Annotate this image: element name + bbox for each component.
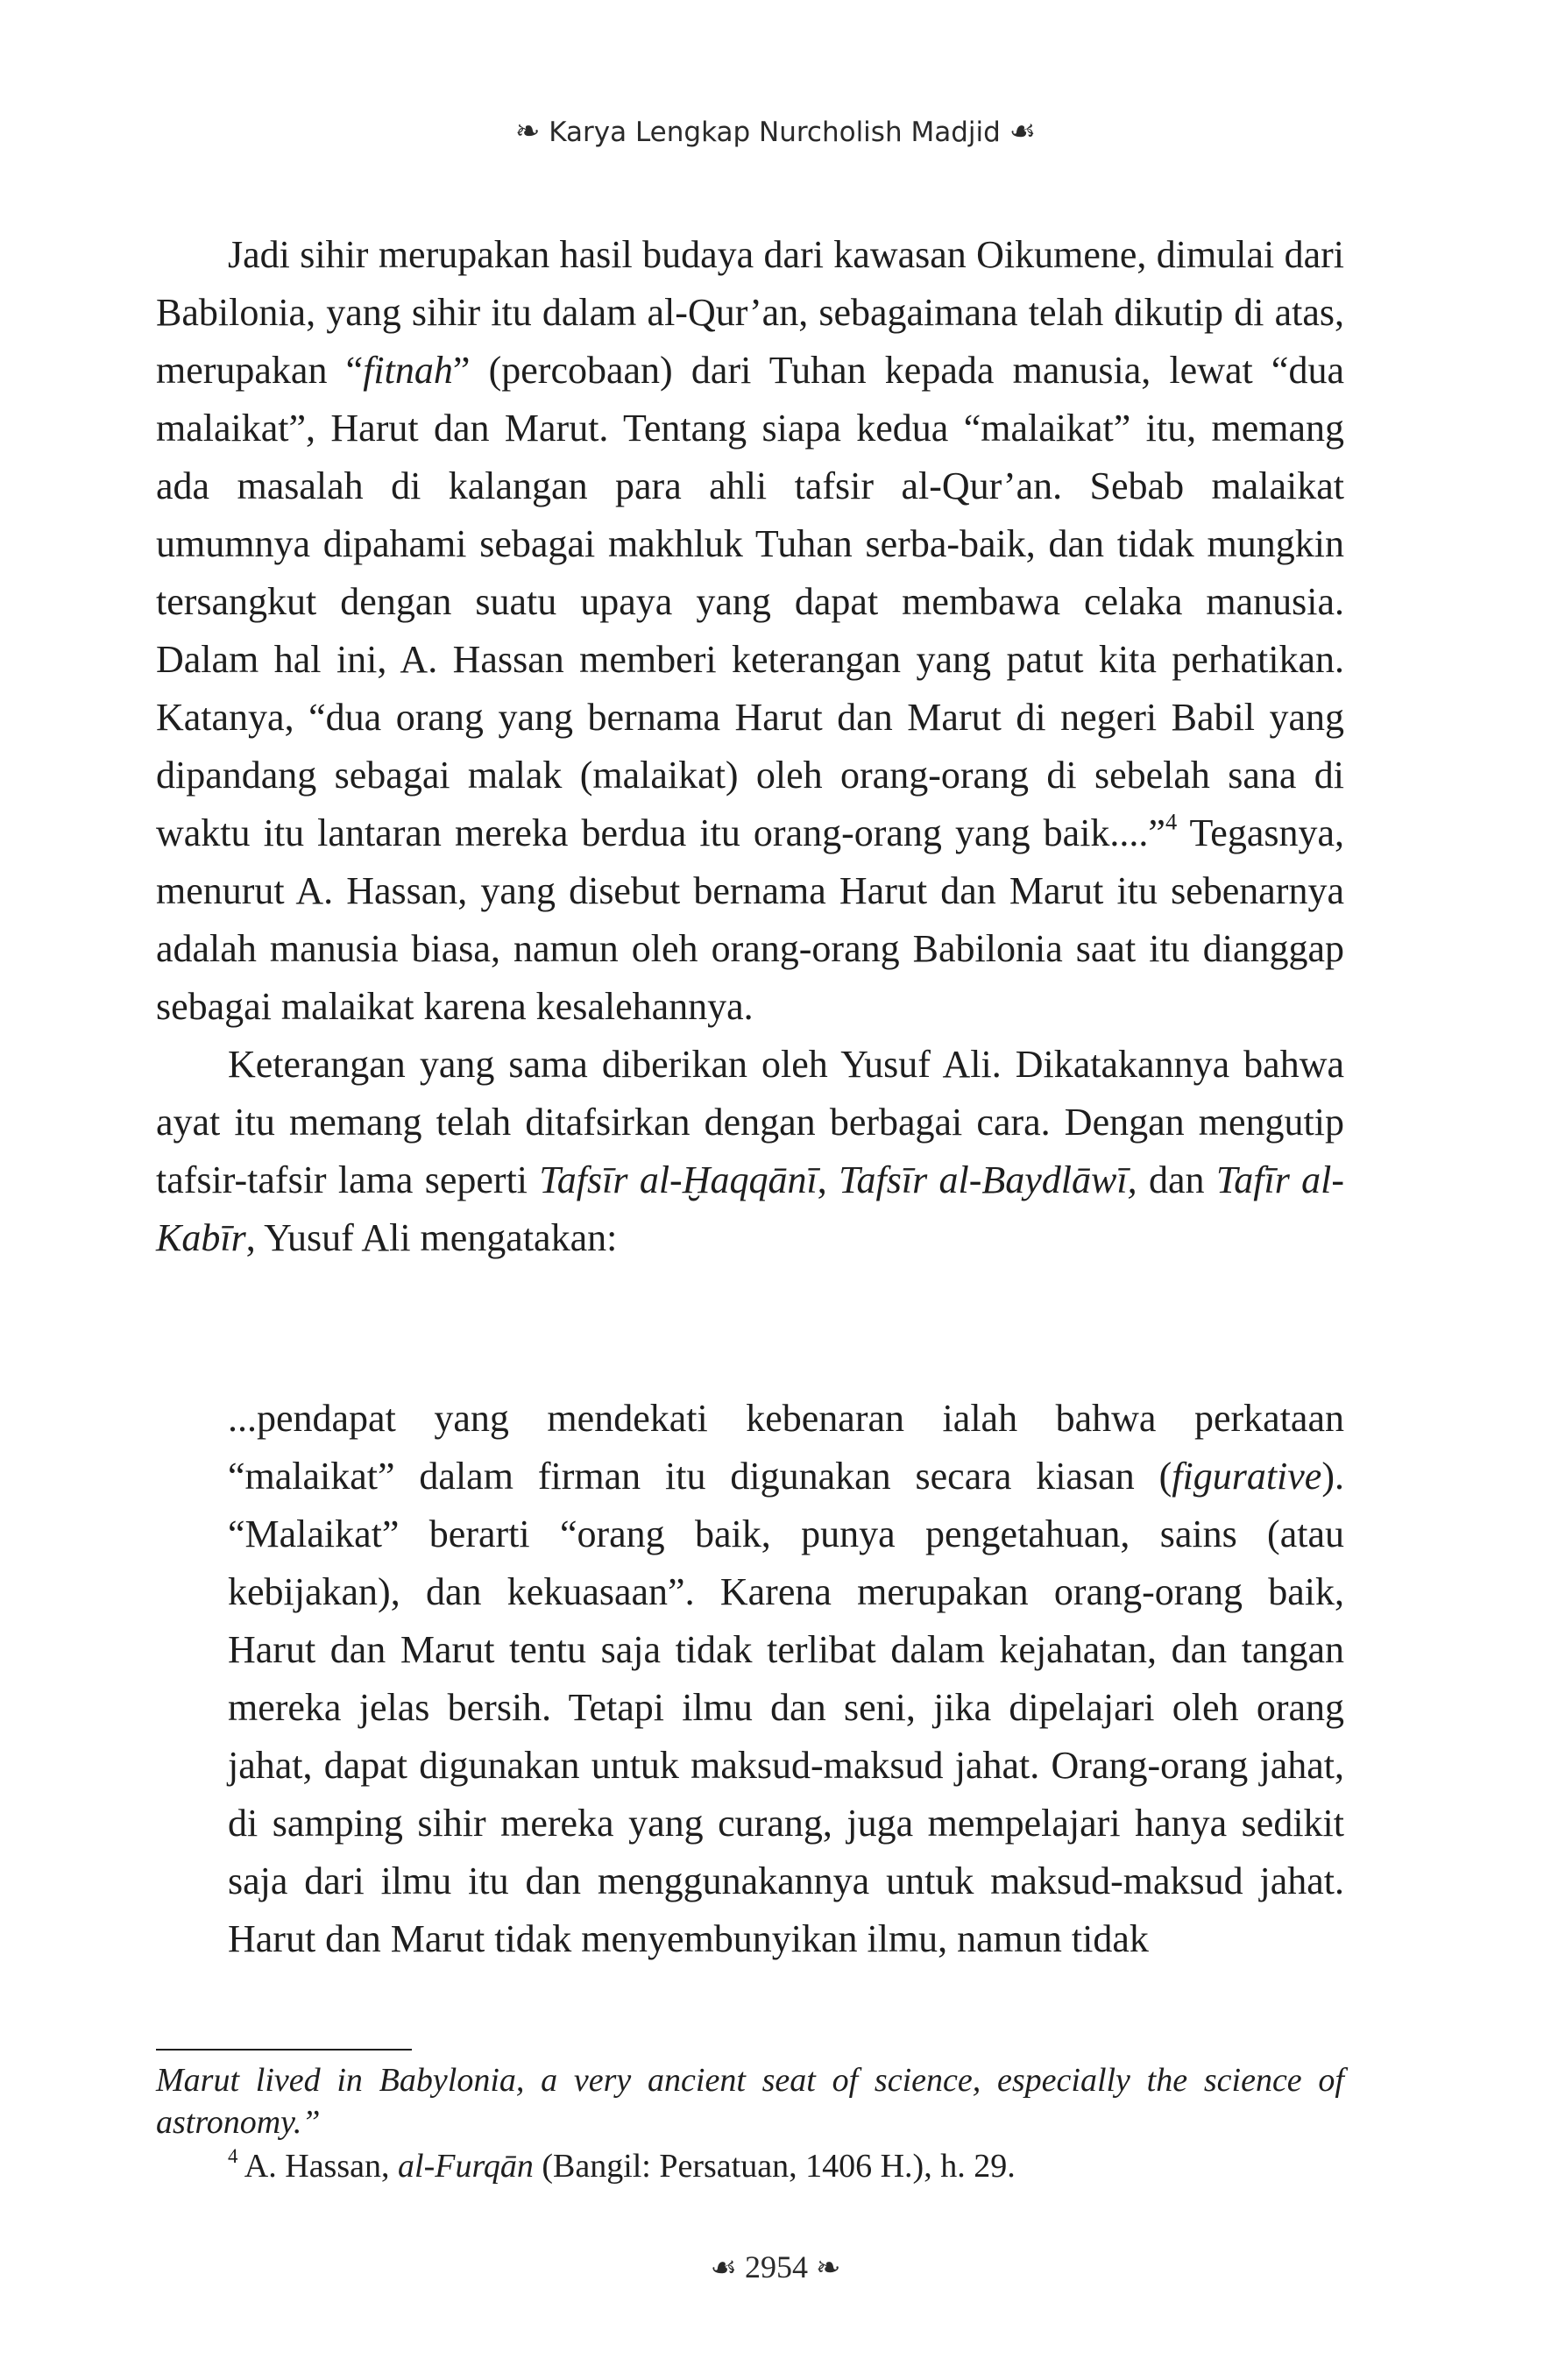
term-fitnah: fitnah xyxy=(363,349,453,392)
footnote-continuation: Marut lived in Babylonia, a very ancient seat of science, especially the science of astronomy.” xyxy=(156,2062,1344,2141)
title-tafsir-haqqani: Tafsīr al-Ḫaqqānī xyxy=(539,1158,818,1201)
paragraph-2-text-b: , xyxy=(817,1158,839,1201)
page-number: 2954 xyxy=(744,2249,808,2284)
footnotes xyxy=(156,2059,1344,2187)
page-footer xyxy=(0,2249,1551,2285)
fleuron-left-icon: ❧ xyxy=(514,114,541,149)
paragraph-2-text-c: dan xyxy=(1137,1158,1216,1201)
title-tafsir-baydlawi: Tafsīr al-Baydlāwī, xyxy=(839,1158,1137,1201)
footnote-4-title: al-Furqān xyxy=(398,2148,534,2185)
quote-text-a: ...pendapat yang mendekati kebenaran ialah bahwa perkataan “malaikat” dalam firman itu digunakan secara kiasan ( xyxy=(228,1397,1344,1498)
paragraph-2-text-a: Keterangan yang sama diberikan oleh Yusuf Ali. Dikatakannya bahwa ayat itu memang telah ditafsirkan dengan berbagai cara. Dengan mengutip tafsir-tafsir lama seperti xyxy=(156,1043,1344,1201)
footnote-separator xyxy=(156,2049,412,2051)
title-tafir-kabir: Tafīr al-Kabīr xyxy=(156,1158,1345,1259)
block-quote xyxy=(228,1390,1344,1968)
fleuron-right-icon: ❧ xyxy=(815,2252,841,2284)
footnote-4-number: 4 xyxy=(228,2145,238,2168)
paragraph-2 xyxy=(156,1036,1344,1267)
main-text xyxy=(156,226,1344,1267)
book-title: Karya Lengkap Nurcholish Madjid xyxy=(549,117,1001,148)
running-header xyxy=(0,114,1551,149)
paragraph-1-text-b: ” (percobaan) dari Tuhan kepada manusia, lewat “dua malaikat”, Harut dan Marut. Tentang siapa kedua “malaikat” itu, memang ada masalah di kalangan para ahli tafsir al-Qur’an. Sebab malaikat umumnya dipahami sebagai makhluk Tuhan serba-baik, dan tidak mungkin tersangkut dengan suatu upaya yang dapat membawa celaka manusia. Dalam hal ini, A. Hassan memberi keterangan yang patut kita perhatikan. Katanya, “dua orang yang bernama Harut dan Marut di negeri Babil yang dipandang sebagai malak (malaikat) oleh orang-orang di sebelah sana di waktu itu lantaran mereka berdua itu orang-orang yang baik....” xyxy=(156,349,1344,854)
quote-text-b: ). “Malaikat” berarti “orang baik, punya pengetahuan, sains (atau kebijakan), dan kekuasaan”. Karena merupakan orang-orang baik, Harut dan Marut tentu saja tidak terlibat dalam kejahatan, dan tangan mereka jelas bersih. Tetapi ilmu dan seni, jika dipelajari oleh orang jahat, dapat digunakan untuk maksud-maksud jahat. Orang-orang jahat, di samping sihir mereka yang curang, juga mempelajari hanya sedikit saja dari ilmu itu dan menggunakannya untuk maksud-maksud jahat. Harut dan Marut tidak menyembunyikan ilmu, namun tidak xyxy=(228,1455,1344,1960)
footnote-ref-4: 4 xyxy=(1165,808,1178,835)
footnote-4-text-a: A. Hassan, xyxy=(237,2148,399,2185)
fleuron-right-icon: ☙ xyxy=(1009,114,1037,149)
paragraph-1 xyxy=(156,226,1344,1036)
paragraph-1-text-a: Jadi sihir merupakan hasil budaya dari kawasan Oikumene, dimulai dari Babilonia, yang sihir itu dalam al-Qur’an, sebagaimana telah dikutip di atas, merupakan “ xyxy=(156,233,1344,392)
paragraph-1-text-c: Tegasnya, menurut A. Hassan, yang disebut bernama Harut dan Marut itu sebenarnya adalah manusia biasa, namun oleh orang-orang Babilonia saat itu dianggap sebagai malaikat karena kesalehannya. xyxy=(156,811,1344,1028)
term-figurative: figurative xyxy=(1172,1455,1322,1498)
footnote-4 xyxy=(156,2145,1344,2187)
fleuron-left-icon: ☙ xyxy=(710,2252,737,2284)
paragraph-2-text-d: , Yusuf Ali mengatakan: xyxy=(245,1216,618,1259)
footnote-4-text-b: (Bangil: Persatuan, 1406 H.), h. 29. xyxy=(533,2148,1016,2185)
